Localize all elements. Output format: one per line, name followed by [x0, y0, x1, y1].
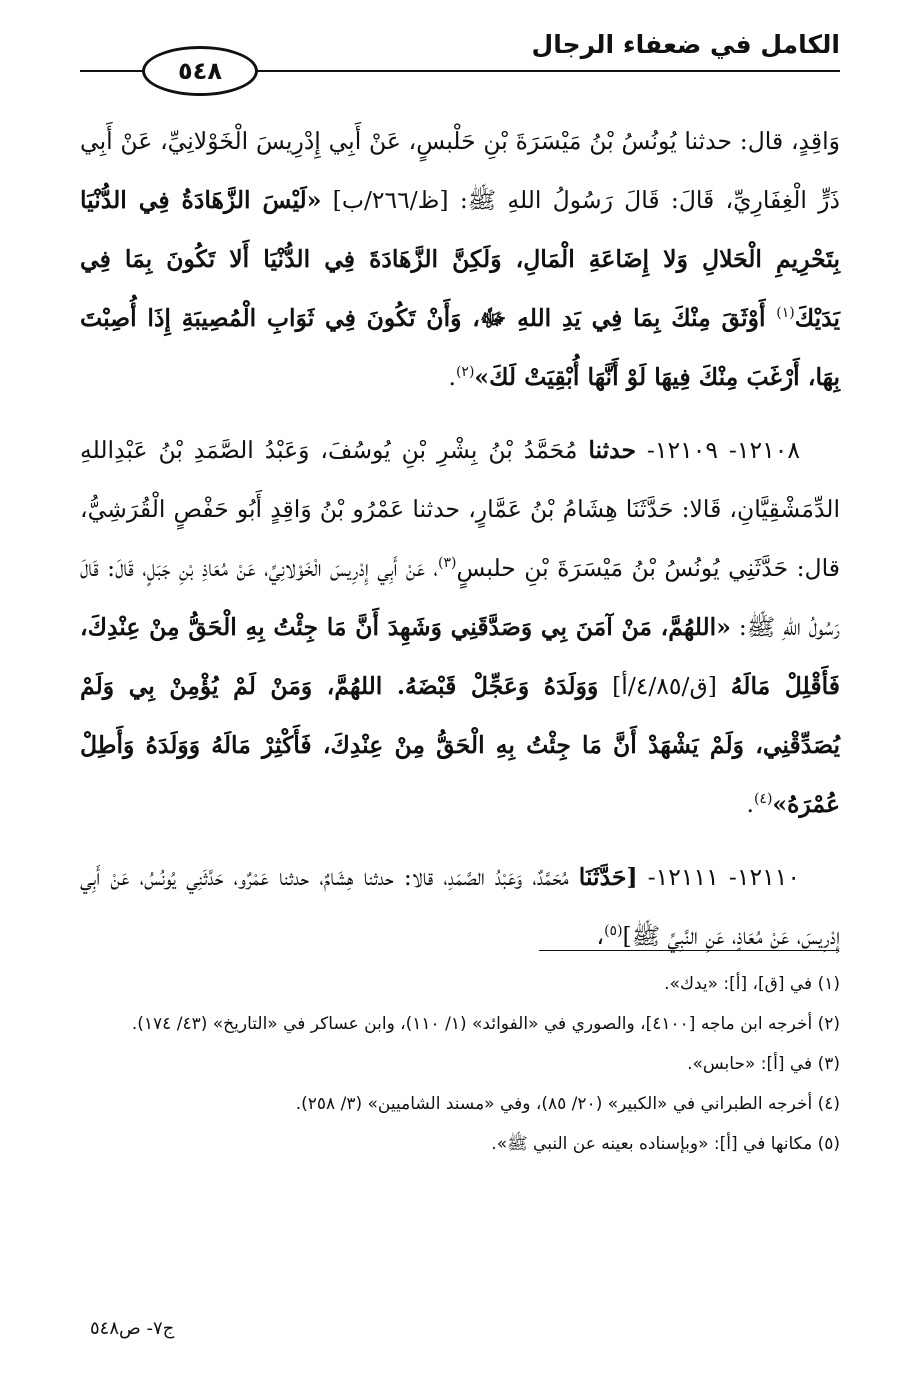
text-run: مُحَمَّدٌ، وَعَبْدُ الصَّمَدِ، قالا: حدثنا هِشَامٌ، حدثنا عَمْرٌو، حَدَّثَنِي يُونُسُ، عَنْ أَبِي إِدْرِيسَ، عَنْ مُعَاذٍ، عَنِ النَّبِيِّ ﷺ]	[80, 863, 840, 950]
text-run: ، عَنْ أَبِي إِدْرِيسَ الْخَوْلانِيِّ، عَنْ مُعَاذِ بْنِ جَبَلٍ، قَالَ: قَالَ رَسُولُ اللهِ ﷺ:	[80, 554, 840, 641]
paragraph-3	[80, 848, 840, 966]
hadith-text: «لَيْسَ الزَّهَادَةُ فِي الدُّنْيَا بِتَحْرِيمِ الْحَلالِ وَلا إِضَاعَةِ الْمَالِ، وَلَكِنَّ الزَّهَادَةَ فِي الدُّنْيَا أَلا تَكُونَ بِمَا فِي يَدَيْكَ	[80, 186, 840, 332]
footnote-ref: (١)	[776, 305, 795, 322]
hadith-text: أَوْثَقَ مِنْكَ بِمَا فِي يَدِ اللهِ ﷻ، وَأَنْ تَكُونَ فِي ثَوَابِ الْمُصِيبَةِ إِذَا أُصِبْتَ بِهَا، أَرْغَبَ مِنْكَ فِيهَا لَوْ أَنَّهَا أُبْقِيَتْ لَكَ»	[80, 304, 840, 391]
hadith-text: وَوَلَدَهُ وَعَجِّلْ قَبْضَهُ. اللهُمَّ، وَمَنْ لَمْ يُؤْمِنْ بِي وَلَمْ يُصَدِّقْنِي، وَلَمْ يَشْهَدْ أَنَّ مَا جِئْتُ بِهِ الْحَقُّ مِنْ عِنْدِكَ، فَأَكْثِرْ مَالَهُ وَوَلَدَهُ وَأَطِلْ عُمْرَهُ»	[80, 672, 840, 818]
manuscript-ref: [ق/٤/٨٥/أ]	[598, 672, 731, 700]
page-number: ٥٤٨	[142, 46, 258, 96]
hadith-number: ١٢١١٠- ١٢١١١-	[637, 863, 800, 891]
running-title: الكامل في ضعفاء الرجال	[531, 30, 840, 59]
footnote-3: (٣) في [أ]: «حابس».	[687, 1054, 840, 1074]
footnotes	[80, 968, 840, 1168]
text-run: ،	[596, 922, 605, 950]
footnote-2: (٢) أخرجه ابن ماجه [٤١٠٠]، والصوري في «الفوائد» (١/ ١١٠)، وابن عساكر في «التاريخ» (٤٣/ ١٧٤).	[131, 1014, 840, 1034]
main-text	[80, 112, 840, 966]
page-header	[80, 30, 840, 85]
paragraph-2	[80, 421, 840, 834]
text-run: وَاقِدٍ، قال: حدثنا يُونُسُ بْنُ مَيْسَرَةَ بْنِ حَلْبسٍ، عَنْ أَبِي إِدْرِيسَ الْخَوْلانِيِّ، عَنْ أَبِي ذَرٍّ الْغِفَارِيِّ، قَالَ: قَالَ رَسُولُ اللهِ ﷺ: [ظ/٢٦٦/ب]	[80, 127, 840, 214]
footnote-ref: (٥)	[604, 923, 623, 940]
footnote-ref: (٢)	[455, 364, 475, 381]
footnote-4: (٤) أخرجه الطبراني في «الكبير» (٢٠/ ٨٥)، وفي «مسند الشاميين» (٣/ ٢٥٨).	[295, 1094, 840, 1114]
isnad-keyword: [حَدَّثَنَا	[578, 863, 638, 891]
hadith-number: ١٢١٠٨- ١٢١٠٩-	[636, 436, 800, 464]
paragraph-1	[80, 112, 840, 407]
footnote-separator	[539, 950, 839, 951]
footnote-ref: (٣)	[438, 555, 457, 572]
footnote-1: (١) في [ق]، [أ]: «يدك».	[664, 974, 840, 994]
page-reference: ج٧- ص٥٤٨	[90, 1318, 175, 1339]
isnad-keyword: حدثنا	[588, 436, 636, 464]
text-run: .	[448, 363, 456, 391]
footnote-5: (٥) مكانها في [أ]: «وبإسناده بعينه عن النبي ﷺ».	[491, 1134, 840, 1154]
footnote-ref: (٤)	[753, 791, 773, 808]
text-run: مُحَمَّدُ بْنُ بِشْرِ بْنِ يُوسُفَ، وَعَبْدُ الصَّمَدِ بْنُ عَبْدِاللهِ الدِّمَشْقِيَّانِ، قَالا: حَدَّثَنَا هِشَامُ بْنُ عَمَّارٍ، حدثنا عَمْرُو بْنُ وَاقِدٍ أَبُو حَفْصٍ الْقُرَشِيُّ، قال: حَدَّثَنِي يُونُسُ بْنُ مَيْسَرَةَ بْنِ حلبسٍ	[80, 436, 840, 582]
text-run: .	[746, 790, 754, 818]
hadith-text: «اللهُمَّ، مَنْ آمَنَ بِي وَصَدَّقَنِي وَشَهِدَ أَنَّ مَا جِئْتُ بِهِ الْحَقُّ مِنْ عِنْدِكَ، فَأَقْلِلْ مَالَهُ	[80, 613, 840, 700]
